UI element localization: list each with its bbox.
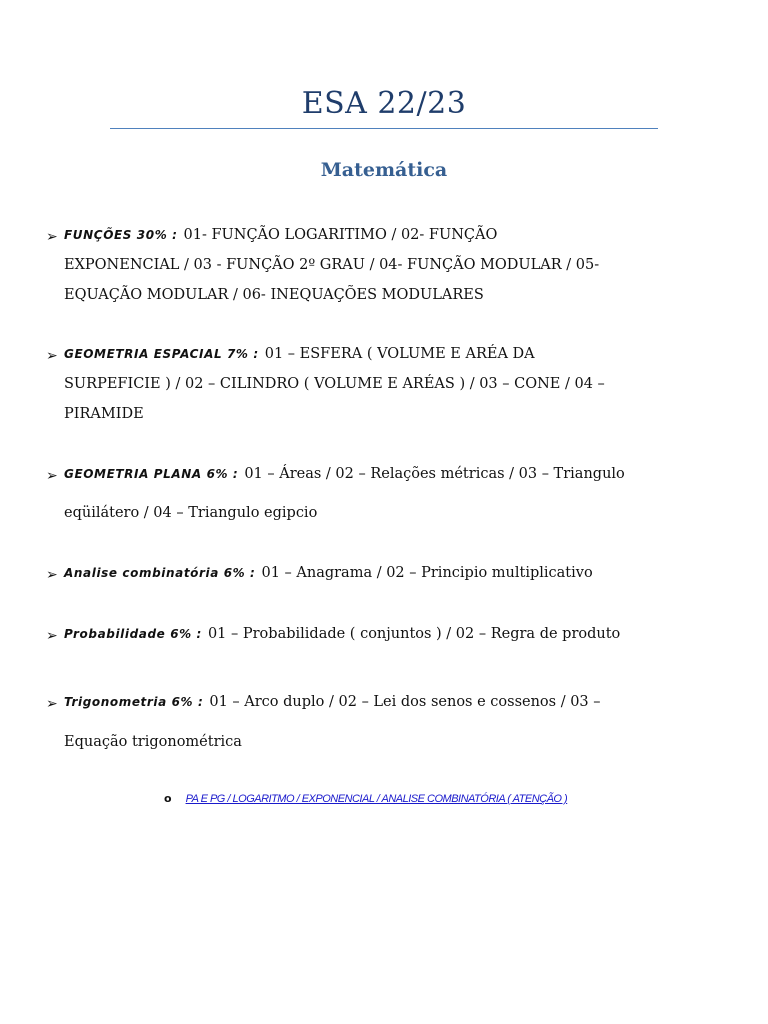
topic-text-line: EQUAÇÃO MODULAR / 06- INEQUAÇÕES MODULARES: [64, 287, 484, 303]
topic-text-line: 01- FUNÇÃO LOGARITIMO / 02- FUNÇÃO: [183, 227, 498, 243]
arrow-bullet-icon: ➢: [46, 468, 58, 484]
topic-label: GEOMETRIA PLANA 6% :: [64, 467, 239, 481]
topic-label: GEOMETRIA ESPACIAL 7% :: [64, 347, 259, 361]
arrow-bullet-icon: ➢: [46, 696, 58, 712]
arrow-bullet-icon: ➢: [46, 567, 58, 583]
topic-text-line: 01 – Áreas / 02 – Relações métricas / 03 – Triangulo: [244, 466, 625, 482]
arrow-bullet-icon: ➢: [46, 229, 58, 245]
attention-note: [164, 792, 567, 805]
arrow-bullet-icon: ➢: [46, 348, 58, 364]
page-title: ESA 22/23: [301, 86, 467, 121]
topic-text-line: SURPEFICIE ) / 02 – CILINDRO ( VOLUME E ARÉAS ) / 03 – CONE / 04 –: [64, 376, 605, 392]
attention-note-text: PA E PG / LOGARITMO / EXPONENCIAL / ANALISE COMBINATÓRIA ( ATENÇÃO ): [185, 793, 568, 805]
arrow-bullet-icon: ➢: [46, 628, 58, 644]
title-divider: [110, 128, 658, 129]
section-subtitle: Matemática: [320, 159, 448, 181]
topic-label: Probabilidade 6% :: [64, 627, 202, 641]
topic-label: FUNÇÕES 30% :: [64, 228, 178, 242]
circle-bullet-icon: o: [164, 792, 172, 805]
topic-label: Analise combinatória 6% :: [64, 566, 256, 580]
topic-text-line: eqüilátero / 04 – Triangulo egipcio: [64, 505, 318, 521]
topic-text-line: EXPONENCIAL / 03 - FUNÇÃO 2º GRAU / 04- FUNÇÃO MODULAR / 05-: [64, 257, 600, 273]
topic-label: Trigonometria 6% :: [64, 695, 204, 709]
topic-text-line: 01 – Arco duplo / 02 – Lei dos senos e cossenos / 03 –: [209, 694, 601, 710]
topic-text-line: 01 – ESFERA ( VOLUME E ARÉA DA: [264, 346, 535, 362]
topic-text-line: 01 – Probabilidade ( conjuntos ) / 02 – Regra de produto: [207, 626, 621, 642]
topic-text-line: 01 – Anagrama / 02 – Principio multiplicativo: [261, 565, 593, 581]
topic-text-line: PIRAMIDE: [64, 406, 144, 422]
topic-text-line: Equação trigonométrica: [64, 734, 242, 750]
